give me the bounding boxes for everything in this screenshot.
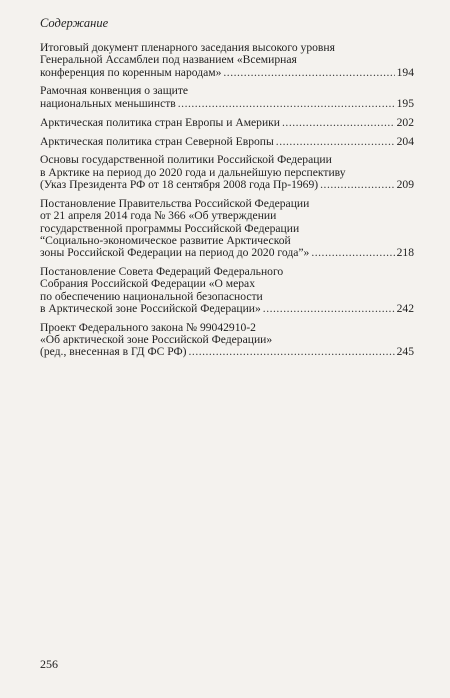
toc-entry-title-end: Арктическая политика стран Европы и Америки: [40, 115, 281, 129]
toc-entry: [40, 266, 414, 315]
toc-entry-line: Постановление Совета Федераций Федерального: [40, 265, 284, 279]
toc-entry-last-line: [40, 136, 414, 148]
toc-entry-title-end: национальных меньшинств: [40, 96, 176, 110]
toc-entry-last-line: [40, 98, 414, 110]
toc-entry-line: по обеспечению национальной безопасности: [40, 289, 263, 303]
toc-entry: [40, 85, 414, 110]
toc-entry-line: от 21 апреля 2014 года № 366 «Об утверждении: [40, 209, 277, 223]
toc-entry-page: 245: [396, 345, 414, 359]
toc-entry-line: «Об арктической зоне Российской Федерации»: [40, 333, 273, 347]
toc-entry-last-line: [40, 247, 414, 259]
toc-entry: [40, 198, 414, 259]
toc-entry-last-line: [40, 117, 414, 129]
toc-entry-line: “Социально-экономическое развитие Арктической: [40, 233, 291, 247]
toc-entry: [40, 322, 414, 359]
dot-leader: [263, 303, 395, 315]
dot-leader: [311, 247, 394, 259]
toc-entry-title-end: (ред., внесенная в ГД ФС РФ): [40, 345, 187, 359]
toc-entry-page: 195: [396, 96, 414, 110]
toc-entry-page: 242: [396, 301, 414, 315]
toc-entry-page: 209: [396, 178, 414, 192]
toc-entry-line: в Арктике на период до 2020 года и дальнейшую перспективу: [40, 165, 346, 179]
page-number: 256: [40, 657, 58, 671]
dot-leader: [189, 346, 395, 358]
toc-entry-page: 204: [396, 134, 414, 148]
toc-entry: [40, 154, 414, 191]
running-header: Содержание: [40, 16, 109, 30]
dot-leader: [276, 136, 395, 148]
toc-entry-last-line: [40, 179, 414, 191]
toc-entry: [40, 42, 414, 79]
toc-entry-title-end: в Арктической зоне Российской Федерации»: [40, 301, 261, 315]
toc-entry-line: Проект Федерального закона № 99042910-2: [40, 320, 256, 334]
table-of-contents: [40, 42, 414, 365]
dot-leader: [223, 67, 394, 79]
toc-entry-last-line: [40, 303, 414, 315]
toc-entry-line: Рамочная конвенция о защите: [40, 84, 189, 98]
toc-entry-page: 218: [396, 246, 414, 260]
toc-entry-line: Собрания Российской Федерации «О мерах: [40, 277, 255, 291]
toc-entry-page: 194: [396, 65, 414, 79]
toc-entry-title-end: конференция по коренным народам»: [40, 65, 222, 79]
toc-entry-last-line: [40, 346, 414, 358]
toc-entry-line: Итоговый документ пленарного заседания высокого уровня: [40, 41, 335, 54]
dot-leader: [282, 117, 395, 129]
toc-entry-title-end: Арктическая политика стран Северной Европы: [40, 134, 274, 148]
toc-entry-line: Постановление Правительства Российской Федерации: [40, 196, 310, 210]
toc-entry-line: Основы государственной политики Российской Федерации: [40, 153, 332, 167]
toc-entry: [40, 136, 414, 148]
toc-entry-page: 202: [396, 115, 414, 129]
dot-leader: [178, 98, 395, 110]
toc-entry-last-line: [40, 67, 414, 79]
toc-entry-title-end: зоны Российской Федерации на период до 2020 года”»: [40, 246, 310, 260]
toc-entry-title-end: (Указ Президента РФ от 18 сентября 2008 года Пр-1969): [40, 178, 319, 192]
dot-leader: [320, 179, 394, 191]
toc-entry-line: Генеральной Ассамблеи под названием «Всемирная: [40, 53, 297, 67]
toc-entry: [40, 117, 414, 129]
toc-entry-line: государственной программы Российской Федерации: [40, 221, 300, 235]
